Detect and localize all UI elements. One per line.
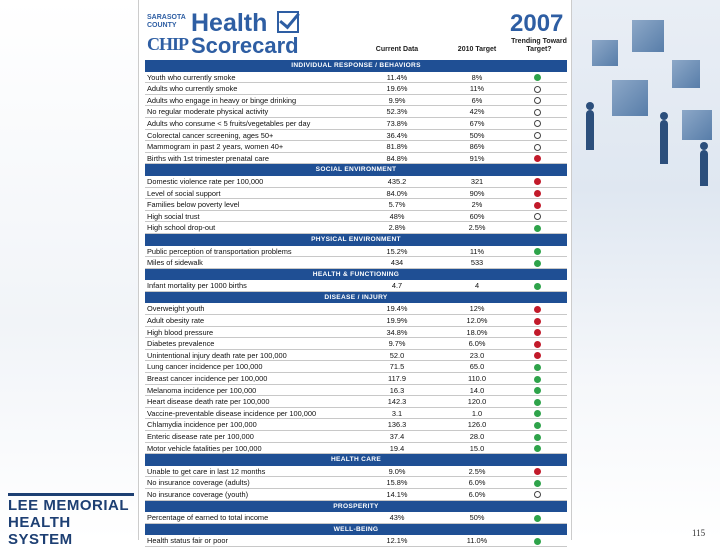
target-value: 11% (469, 246, 485, 256)
cube-shape (672, 60, 700, 88)
target-value: 6% (471, 95, 483, 105)
table-row (145, 489, 567, 501)
trend-indicator-icon (534, 109, 541, 116)
trend-indicator-icon (534, 491, 541, 498)
indicator-label: Adult obesity rate (147, 316, 205, 326)
health-title: Health (191, 9, 268, 37)
cube-shape (682, 110, 712, 140)
target-value: 90% (469, 188, 485, 198)
current-value: 435.2 (387, 176, 407, 186)
target-value: 120.0 (467, 397, 487, 407)
target-value: 15.0 (469, 443, 485, 453)
current-value: 15.8% (386, 478, 408, 488)
section-header: PROSPERITY (145, 501, 567, 513)
target-value: 86% (469, 142, 485, 152)
person-figure-icon (660, 120, 668, 164)
target-value: 50% (469, 513, 485, 523)
indicator-label: Families below poverty level (147, 200, 240, 210)
current-value: 52.0 (389, 350, 405, 360)
current-value: 4.7 (391, 281, 403, 291)
trend-indicator-icon (534, 97, 541, 104)
table-row (145, 176, 567, 188)
current-value: 84.0% (386, 188, 408, 198)
indicator-label: No regular moderate physical activity (147, 107, 269, 117)
current-value: 11.4% (386, 72, 408, 82)
indicator-label: Births with 1st trimester prenatal care (147, 153, 269, 163)
target-value: 6.0% (468, 339, 486, 349)
left-background (0, 0, 138, 540)
target-value: 50% (469, 130, 485, 140)
table-row (145, 431, 567, 443)
table-row (145, 327, 567, 339)
current-value: 34.8% (386, 327, 408, 337)
current-value: 19.4 (389, 443, 405, 453)
current-value: 14.1% (386, 489, 408, 499)
current-value: 142.3 (387, 397, 407, 407)
table-row (145, 153, 567, 165)
current-value: 12.1% (386, 536, 408, 546)
indicator-label: Diabetes prevalence (147, 339, 215, 349)
current-value: 43% (389, 513, 405, 523)
target-value: 2% (471, 200, 483, 210)
table-row (145, 315, 567, 327)
target-value: 23.0 (469, 350, 485, 360)
indicator-label: High social trust (147, 211, 200, 221)
chip-logo: CHIP (147, 34, 188, 54)
current-value: 19.4% (386, 304, 408, 314)
current-value: 2.8% (388, 223, 406, 233)
indicator-label: High blood pressure (147, 327, 214, 337)
indicator-label: Vaccine-preventable disease incidence per 100,000 (147, 408, 317, 418)
indicator-label: Breast cancer incidence per 100,000 (147, 374, 268, 384)
current-value: 15.2% (386, 246, 408, 256)
indicator-label: Infant mortality per 1000 births (147, 281, 247, 291)
scorecard-table (145, 60, 567, 547)
right-background-illustration (572, 0, 720, 540)
cube-shape (632, 20, 664, 52)
table-row (145, 338, 567, 350)
indicator-label: Mammogram in past 2 years, women 40+ (147, 142, 284, 152)
current-value: 52.3% (386, 107, 408, 117)
target-value: 67% (469, 118, 485, 128)
target-value: 8% (471, 72, 483, 82)
logo-bar (8, 493, 134, 496)
indicator-label: Unable to get care in last 12 months (147, 466, 266, 476)
indicator-label: Domestic violence rate per 100,000 (147, 176, 264, 186)
indicator-label: Adults who currently smoke (147, 84, 238, 94)
trend-indicator-icon (534, 74, 541, 81)
indicator-label: Motor vehicle fatalities per 100,000 (147, 443, 262, 453)
trend-indicator-icon (534, 260, 541, 267)
target-value: 14.0 (469, 385, 485, 395)
table-row (145, 106, 567, 118)
trend-indicator-icon (534, 422, 541, 429)
current-value: 16.3 (389, 385, 405, 395)
current-value: 9.7% (388, 339, 406, 349)
target-value: 18.0% (466, 327, 488, 337)
target-value: 28.0 (469, 432, 485, 441)
section-header: DISEASE / INJURY (145, 292, 567, 304)
indicator-label: Youth who currently smoke (147, 72, 236, 82)
trend-indicator-icon (534, 178, 541, 185)
section-header: INDIVIDUAL RESPONSE / BEHAVIORS (145, 60, 567, 72)
indicator-label: Public perception of transportation problems (147, 246, 292, 256)
current-value: 19.9% (386, 316, 408, 326)
table-row (145, 257, 567, 269)
trend-indicator-icon (534, 538, 541, 545)
indicator-label: Unintentional injury death rate per 100,000 (147, 350, 287, 360)
table-row (145, 188, 567, 200)
target-value: 12.0% (466, 316, 488, 326)
target-value: 110.0 (468, 374, 486, 384)
target-value: 2.5% (468, 223, 486, 233)
indicator-label: Adults who engage in heavy or binge drinking (147, 95, 297, 105)
target-value: 12% (469, 304, 485, 314)
trend-indicator-icon (534, 213, 541, 220)
table-row (145, 477, 567, 489)
trend-indicator-icon (534, 480, 541, 487)
current-value: 84.8% (386, 153, 408, 163)
table-row (145, 466, 567, 478)
table-row (145, 512, 567, 524)
target-value: 60% (469, 211, 485, 221)
indicator-label: Enteric disease rate per 100,000 (147, 432, 254, 441)
indicator-label: Overweight youth (147, 304, 205, 314)
trend-indicator-icon (534, 86, 541, 93)
table-row (145, 199, 567, 211)
table-row (145, 419, 567, 431)
indicator-label: Level of social support (147, 188, 221, 198)
target-value: 11.0% (466, 536, 488, 546)
table-row (145, 141, 567, 153)
section-header: PHYSICAL ENVIRONMENT (145, 234, 567, 246)
indicator-label: Percentage of earned to total income (147, 513, 269, 523)
trend-indicator-icon (534, 399, 541, 406)
table-row (145, 361, 567, 373)
target-value: 65.0 (469, 362, 485, 372)
scorecard-title: Scorecard (191, 33, 299, 58)
table-row (145, 211, 567, 223)
trend-indicator-icon (534, 376, 541, 383)
trend-indicator-icon (534, 515, 541, 522)
trend-indicator-icon (534, 202, 541, 209)
table-row (145, 385, 567, 397)
table-row (145, 280, 567, 292)
scorecard-header (139, 0, 571, 62)
trend-indicator-icon (534, 120, 541, 127)
current-value: 117.9 (388, 374, 406, 384)
section-header: SOCIAL ENVIRONMENT (145, 164, 567, 176)
target-value: 6.0% (468, 489, 486, 499)
trend-indicator-icon (534, 341, 541, 348)
target-value: 11% (469, 84, 485, 94)
trend-indicator-icon (534, 410, 541, 417)
table-row (145, 350, 567, 362)
current-value: 9.0% (388, 466, 406, 476)
table-row (145, 222, 567, 234)
trend-indicator-icon (534, 190, 541, 197)
trend-indicator-icon (534, 364, 541, 371)
indicator-label: No insurance coverage (youth) (147, 489, 249, 499)
trend-indicator-icon (534, 132, 541, 139)
indicator-label: No insurance coverage (adults) (147, 478, 250, 488)
current-value: 5.7% (388, 200, 406, 210)
sarasota-line1: SARASOTA (147, 14, 186, 21)
lee-memorial-line2: HEALTH SYSTEM (8, 514, 73, 548)
section-header: WELL-BEING (145, 524, 567, 536)
lee-memorial-line1: LEE MEMORIAL (8, 497, 129, 514)
indicator-label: Melanoma incidence per 100,000 (147, 385, 257, 395)
indicator-label: High school drop-out (147, 223, 216, 233)
current-value: 71.5 (389, 362, 405, 372)
current-value: 36.4% (386, 130, 408, 140)
sarasota-line2: COUNTY (147, 22, 177, 29)
indicator-label: Health status fair or poor (147, 536, 228, 546)
current-value: 73.8% (386, 118, 408, 128)
target-value: 533 (470, 258, 484, 268)
person-figure-icon (586, 110, 594, 150)
cube-shape (612, 80, 648, 116)
lee-memorial-logo (8, 497, 134, 548)
column-header-target: 2010 Target (457, 46, 497, 53)
table-row (145, 303, 567, 315)
table-row (145, 246, 567, 258)
trend-indicator-icon (534, 329, 541, 336)
current-value: 136.3 (387, 420, 407, 430)
table-row (145, 72, 567, 84)
section-header: HEALTH & FUNCTIONING (145, 269, 567, 281)
trend-indicator-icon (534, 225, 541, 232)
trend-indicator-icon (534, 468, 541, 475)
indicator-label: Lung cancer incidence per 100,000 (147, 362, 263, 372)
table-row (145, 95, 567, 107)
table-row (145, 118, 567, 130)
trend-indicator-icon (534, 387, 541, 394)
target-value: 42% (469, 107, 485, 117)
table-row (145, 443, 567, 455)
current-value: 81.8% (386, 142, 408, 152)
trend-indicator-icon (534, 248, 541, 255)
trend-indicator-icon (534, 434, 541, 441)
target-value: 1.0 (471, 408, 483, 418)
table-row (145, 83, 567, 95)
indicator-label: Colorectal cancer screening, ages 50+ (147, 130, 274, 140)
sarasota-county-logo (147, 14, 186, 30)
column-header-current: Current Data (375, 46, 419, 53)
target-value: 126.0 (467, 420, 487, 430)
trend-indicator-icon (534, 318, 541, 325)
table-row (145, 130, 567, 142)
trend-indicator-icon (534, 306, 541, 313)
trend-indicator-icon (534, 144, 541, 151)
target-value: 4 (474, 281, 480, 291)
current-value: 9.9% (388, 95, 406, 105)
cube-shape (592, 40, 618, 66)
trend-indicator-icon (534, 352, 541, 359)
table-row (145, 408, 567, 420)
column-header-trending: Trending Toward Target? (511, 38, 567, 53)
indicator-label: Heart disease death rate per 100,000 (147, 397, 270, 407)
indicator-label: Miles of sidewalk (147, 258, 203, 268)
checkbox-check-icon (277, 11, 299, 33)
target-value: 91% (469, 153, 485, 163)
section-header: HEALTH CARE (145, 454, 567, 466)
indicator-label: Chlamydia incidence per 100,000 (147, 420, 257, 430)
indicator-label: Adults who consume < 5 fruits/vegetables per day (147, 118, 311, 128)
scorecard-year: 2007 (510, 10, 564, 37)
current-value: 48% (389, 211, 405, 221)
current-value: 3.1 (391, 408, 403, 418)
current-value: 19.6% (386, 84, 408, 94)
trend-indicator-icon (534, 283, 541, 290)
current-value: 37.4 (389, 432, 405, 441)
target-value: 321 (470, 176, 484, 186)
page-number: 115 (692, 528, 706, 538)
trend-indicator-icon (534, 445, 541, 452)
table-row (145, 373, 567, 385)
table-row (145, 535, 567, 547)
target-value: 2.5% (468, 466, 486, 476)
target-value: 6.0% (468, 478, 486, 488)
trend-indicator-icon (534, 155, 541, 162)
current-value: 434 (390, 258, 404, 268)
health-scorecard-document (138, 0, 572, 546)
person-figure-icon (700, 150, 708, 186)
table-row (145, 396, 567, 408)
